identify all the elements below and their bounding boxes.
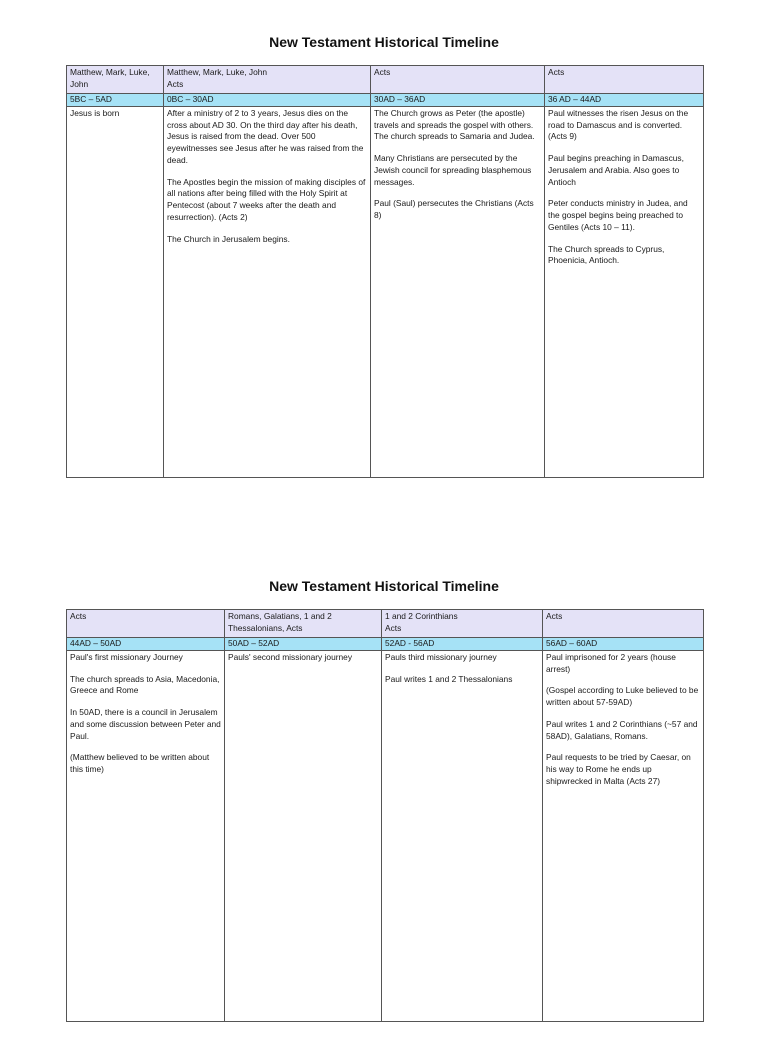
events-cell <box>67 106 164 477</box>
event-text: The church spreads to Asia, Macedonia, Greece and Rome <box>70 673 220 696</box>
event-text: Pauls third missionary journey <box>385 651 497 662</box>
date-range-row <box>67 94 704 107</box>
timeline-page-1 <box>0 0 768 512</box>
date-range-cell: 50AD – 52AD <box>225 638 382 651</box>
event-text: After a ministry of 2 to 3 years, Jesus dies on the cross about AD 30. On the third day after his death, Jesus is raised from the dead. Over 500 eyewitnesses see Jesus after he was raised from the dead. <box>167 107 364 165</box>
event-text: (Matthew believed to be written about this time) <box>70 752 210 775</box>
scripture-header-cell: Acts <box>67 610 225 638</box>
event-text: Paul requests to be tried by Caesar, on his way to Rome he ends up shipwrecked in Malta (Acts 27) <box>546 752 691 786</box>
event-text: The Church grows as Peter (the apostle) travels and spreads the gospel with others. The church spreads to Samaria and Judea. <box>374 107 535 142</box>
timeline-table <box>66 609 704 1022</box>
event-text: Paul's first missionary Journey <box>70 651 183 662</box>
events-cell <box>164 106 371 477</box>
event-text: Pauls' second missionary journey <box>228 651 353 662</box>
scripture-header-row <box>67 610 704 638</box>
scripture-header-cell: Matthew, Mark, Luke, John <box>67 66 164 94</box>
date-range-cell: 0BC – 30AD <box>164 94 371 107</box>
events-row <box>67 106 704 477</box>
events-cell <box>545 106 704 477</box>
scripture-header-cell: 1 and 2 Corinthians Acts <box>382 610 543 638</box>
date-range-cell: 52AD - 56AD <box>382 638 543 651</box>
scripture-header-cell: Acts <box>543 610 704 638</box>
event-text: The Church in Jerusalem begins. <box>167 233 290 244</box>
scripture-header-cell: Acts <box>545 66 704 94</box>
scripture-header-cell: Romans, Galatians, 1 and 2 Thessalonians, Acts <box>225 610 382 638</box>
timeline-table <box>66 65 704 478</box>
events-cell <box>225 650 382 1021</box>
event-text: Many Christians are persecuted by the Jewish council for spreading blasphemous messages. <box>374 153 532 187</box>
page-title: New Testament Historical Timeline <box>269 578 499 594</box>
event-text: (Gospel according to Luke believed to be written about 57-59AD) <box>546 685 699 708</box>
event-text: Paul writes 1 and 2 Corinthians (~57 and 58AD), Galatians, Romans. <box>546 718 698 741</box>
events-cell <box>543 650 704 1021</box>
event-text: In 50AD, there is a council in Jerusalem and some discussion between Peter and Paul. <box>70 707 221 741</box>
page-title: New Testament Historical Timeline <box>269 34 499 50</box>
event-text: The Church spreads to Cyprus, Phoenicia, Antioch. <box>548 243 665 266</box>
events-cell <box>382 650 543 1021</box>
date-range-cell: 56AD – 60AD <box>543 638 704 651</box>
date-range-cell: 44AD – 50AD <box>67 638 225 651</box>
event-text: Paul (Saul) persecutes the Christians (Acts 8) <box>374 198 534 221</box>
date-range-cell: 30AD – 36AD <box>371 94 545 107</box>
date-range-row <box>67 638 704 651</box>
event-text: Paul witnesses the risen Jesus on the road to Damascus and is converted. (Acts 9) <box>548 107 689 142</box>
scripture-header-cell: Acts <box>371 66 545 94</box>
event-text: The Apostles begin the mission of making disciples of all nations after being filled with the Holy Spirit at Pentecost (about 7 weeks after the death and resurrection). (Acts 2) <box>167 176 366 222</box>
scripture-header-row <box>67 66 704 94</box>
date-range-cell: 5BC – 5AD <box>67 94 164 107</box>
event-text: Paul writes 1 and 2 Thessalonians <box>385 673 513 684</box>
event-text: Paul imprisoned for 2 years (house arrest) <box>546 651 676 674</box>
scripture-header-cell: Matthew, Mark, Luke, John Acts <box>164 66 371 94</box>
event-text: Peter conducts ministry in Judea, and the gospel begins being preached to Gentiles (Acts 10 – 11). <box>548 198 688 232</box>
events-cell <box>371 106 545 477</box>
date-range-cell: 36 AD – 44AD <box>545 94 704 107</box>
timeline-page-2 <box>0 544 768 1056</box>
event-text: Paul begins preaching in Damascus, Jerusalem and Arabia. Also goes to Antioch <box>548 153 684 187</box>
events-row <box>67 650 704 1021</box>
event-text: Jesus is born <box>70 107 120 118</box>
events-cell <box>67 650 225 1021</box>
